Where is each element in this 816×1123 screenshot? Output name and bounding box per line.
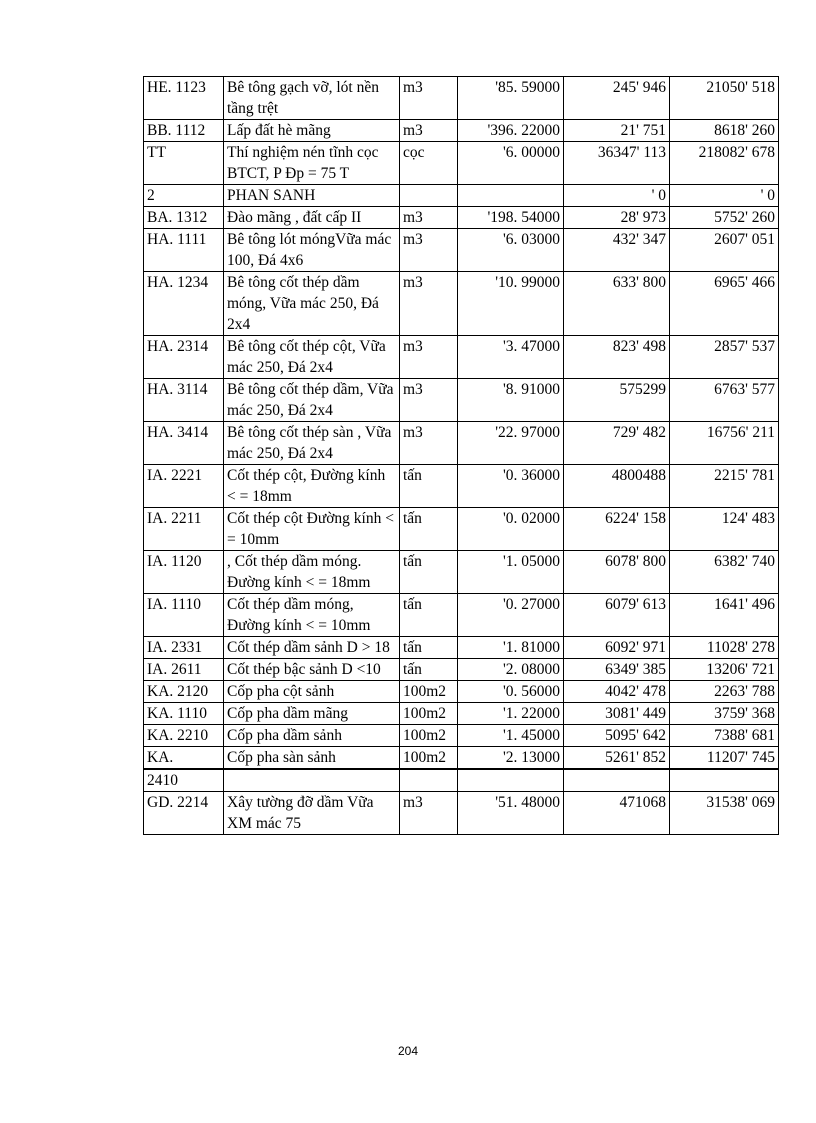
unit-price: 4800488 xyxy=(564,465,670,508)
table-row xyxy=(144,747,779,770)
quantity: '396. 22000 xyxy=(458,120,564,142)
amount: 2263' 788 xyxy=(670,681,779,703)
unit: tấn xyxy=(400,465,458,508)
work-description: PHAN SANH xyxy=(224,185,400,207)
unit-price: 471068 xyxy=(564,792,670,835)
work-code: BB. 1112 xyxy=(144,120,224,142)
amount: 16756' 211 xyxy=(670,422,779,465)
quantity: '10. 99000 xyxy=(458,272,564,336)
work-code: HA. 1234 xyxy=(144,272,224,336)
unit: tấn xyxy=(400,551,458,594)
work-description: Cốt thép dầm sảnh D > 18 xyxy=(224,637,400,659)
work-code: IA. 2611 xyxy=(144,659,224,681)
unit: 100m2 xyxy=(400,725,458,747)
work-description: , Cốt thép dầm móng. Đường kính < = 18mm xyxy=(224,551,400,594)
unit-price: 6224' 158 xyxy=(564,508,670,551)
work-description: Bê tông cốt thép dầm móng, Vữa mác 250, Đá 2x4 xyxy=(224,272,400,336)
work-code: IA. 2221 xyxy=(144,465,224,508)
work-description: Cốt thép cột Đường kính < = 10mm xyxy=(224,508,400,551)
quantity: '6. 03000 xyxy=(458,229,564,272)
work-description: Cốt thép cột, Đường kính < = 18mm xyxy=(224,465,400,508)
work-code: IA. 2211 xyxy=(144,508,224,551)
work-code: KA. xyxy=(144,747,224,770)
table-row xyxy=(144,792,779,835)
table-row xyxy=(144,272,779,336)
work-code: IA. 1110 xyxy=(144,594,224,637)
unit-price: 4042' 478 xyxy=(564,681,670,703)
unit: m3 xyxy=(400,336,458,379)
unit-price: 432' 347 xyxy=(564,229,670,272)
unit-price: 633' 800 xyxy=(564,272,670,336)
quantity: '22. 97000 xyxy=(458,422,564,465)
quantity: '1. 05000 xyxy=(458,551,564,594)
unit: 100m2 xyxy=(400,681,458,703)
work-description: Bê tông cốt thép cột, Vữa mác 250, Đá 2x4 xyxy=(224,336,400,379)
amount: 6965' 466 xyxy=(670,272,779,336)
table-row xyxy=(144,422,779,465)
amount: 6763' 577 xyxy=(670,379,779,422)
work-description: Đào mãng , đất cấp II xyxy=(224,207,400,229)
unit: tấn xyxy=(400,637,458,659)
work-description: Cốt thép dầm móng, Đường kính < = 10mm xyxy=(224,594,400,637)
table-row xyxy=(144,725,779,747)
unit-price: 823' 498 xyxy=(564,336,670,379)
quantity: '0. 27000 xyxy=(458,594,564,637)
amount: 1641' 496 xyxy=(670,594,779,637)
table-row xyxy=(144,207,779,229)
quantity: '198. 54000 xyxy=(458,207,564,229)
unit-price: 575299 xyxy=(564,379,670,422)
unit-price: 28' 973 xyxy=(564,207,670,229)
work-description: Lấp đất hè mãng xyxy=(224,120,400,142)
unit-price: 21' 751 xyxy=(564,120,670,142)
work-description: Cốp pha cột sảnh xyxy=(224,681,400,703)
unit: m3 xyxy=(400,207,458,229)
unit: m3 xyxy=(400,792,458,835)
unit xyxy=(400,185,458,207)
table-row xyxy=(144,594,779,637)
unit-price: 729' 482 xyxy=(564,422,670,465)
work-code: KA. 2120 xyxy=(144,681,224,703)
work-code: IA. 1120 xyxy=(144,551,224,594)
table-row xyxy=(144,769,779,792)
amount: 2215' 781 xyxy=(670,465,779,508)
quantity: '1. 81000 xyxy=(458,637,564,659)
table-row xyxy=(144,336,779,379)
amount: 7388' 681 xyxy=(670,725,779,747)
work-code: KA. 1110 xyxy=(144,703,224,725)
work-code: TT xyxy=(144,142,224,185)
work-code: HE. 1123 xyxy=(144,77,224,120)
table-row xyxy=(144,229,779,272)
cost-estimate-table xyxy=(143,76,779,835)
unit-price: 3081' 449 xyxy=(564,703,670,725)
table-row xyxy=(144,508,779,551)
table-row xyxy=(144,637,779,659)
unit-price xyxy=(564,769,670,792)
table-row xyxy=(144,185,779,207)
amount: 31538' 069 xyxy=(670,792,779,835)
amount: 124' 483 xyxy=(670,508,779,551)
unit-price: 5095' 642 xyxy=(564,725,670,747)
unit: m3 xyxy=(400,272,458,336)
work-code: IA. 2331 xyxy=(144,637,224,659)
table-row xyxy=(144,465,779,508)
amount xyxy=(670,769,779,792)
amount: 11028' 278 xyxy=(670,637,779,659)
work-description: Cốp pha dầm sảnh xyxy=(224,725,400,747)
work-description: Bê tông gạch vỡ, lót nền tầng trệt xyxy=(224,77,400,120)
table-row xyxy=(144,142,779,185)
quantity: '0. 56000 xyxy=(458,681,564,703)
unit-price: 6079' 613 xyxy=(564,594,670,637)
amount: 218082' 678 xyxy=(670,142,779,185)
work-description: Cốp pha dầm mãng xyxy=(224,703,400,725)
work-description: Xây tường đỡ dầm Vữa XM mác 75 xyxy=(224,792,400,835)
amount: 11207' 745 xyxy=(670,747,779,770)
unit: m3 xyxy=(400,379,458,422)
amount: ' 0 xyxy=(670,185,779,207)
work-code: GD. 2214 xyxy=(144,792,224,835)
unit-price: 6092' 971 xyxy=(564,637,670,659)
quantity: '1. 45000 xyxy=(458,725,564,747)
unit: 100m2 xyxy=(400,747,458,770)
unit: m3 xyxy=(400,120,458,142)
quantity: '51. 48000 xyxy=(458,792,564,835)
quantity: '85. 59000 xyxy=(458,77,564,120)
amount: 6382' 740 xyxy=(670,551,779,594)
quantity xyxy=(458,769,564,792)
quantity: '0. 02000 xyxy=(458,508,564,551)
work-code: HA. 2314 xyxy=(144,336,224,379)
unit: cọc xyxy=(400,142,458,185)
table-row xyxy=(144,681,779,703)
work-code: HA. 1111 xyxy=(144,229,224,272)
work-code: HA. 3114 xyxy=(144,379,224,422)
work-description: Bê tông cốt thép dầm, Vữa mác 250, Đá 2x4 xyxy=(224,379,400,422)
unit-price: 5261' 852 xyxy=(564,747,670,770)
unit: m3 xyxy=(400,422,458,465)
quantity: '2. 08000 xyxy=(458,659,564,681)
amount: 3759' 368 xyxy=(670,703,779,725)
quantity: '8. 91000 xyxy=(458,379,564,422)
unit: tấn xyxy=(400,659,458,681)
work-description xyxy=(224,769,400,792)
unit xyxy=(400,769,458,792)
amount: 13206' 721 xyxy=(670,659,779,681)
amount: 5752' 260 xyxy=(670,207,779,229)
work-code: HA. 3414 xyxy=(144,422,224,465)
quantity: '1. 22000 xyxy=(458,703,564,725)
work-code: 2 xyxy=(144,185,224,207)
quantity: '3. 47000 xyxy=(458,336,564,379)
work-code: 2410 xyxy=(144,769,224,792)
unit: 100m2 xyxy=(400,703,458,725)
quantity: '0. 36000 xyxy=(458,465,564,508)
work-description: Bê tông cốt thép sàn , Vữa mác 250, Đá 2x4 xyxy=(224,422,400,465)
work-description: Cốt thép bậc sảnh D <10 xyxy=(224,659,400,681)
unit-price: 245' 946 xyxy=(564,77,670,120)
quantity: '2. 13000 xyxy=(458,747,564,770)
quantity xyxy=(458,185,564,207)
table-body xyxy=(144,77,779,835)
table-row xyxy=(144,703,779,725)
amount: 2857' 537 xyxy=(670,336,779,379)
amount: 21050' 518 xyxy=(670,77,779,120)
amount: 8618' 260 xyxy=(670,120,779,142)
work-description: Thí nghiệm nén tĩnh cọc BTCT, P Đp = 75 T xyxy=(224,142,400,185)
table-row xyxy=(144,659,779,681)
table-row xyxy=(144,551,779,594)
table-row xyxy=(144,120,779,142)
unit: tấn xyxy=(400,594,458,637)
unit-price: 6349' 385 xyxy=(564,659,670,681)
unit: tấn xyxy=(400,508,458,551)
unit-price: ' 0 xyxy=(564,185,670,207)
work-code: BA. 1312 xyxy=(144,207,224,229)
table-row xyxy=(144,77,779,120)
work-description: Bê tông lót móngVữa mác 100, Đá 4x6 xyxy=(224,229,400,272)
unit: m3 xyxy=(400,77,458,120)
table-row xyxy=(144,379,779,422)
work-description: Cốp pha sàn sảnh xyxy=(224,747,400,770)
page-number: 204 xyxy=(397,1044,419,1058)
unit-price: 36347' 113 xyxy=(564,142,670,185)
amount: 2607' 051 xyxy=(670,229,779,272)
work-code: KA. 2210 xyxy=(144,725,224,747)
unit: m3 xyxy=(400,229,458,272)
unit-price: 6078' 800 xyxy=(564,551,670,594)
quantity: '6. 00000 xyxy=(458,142,564,185)
